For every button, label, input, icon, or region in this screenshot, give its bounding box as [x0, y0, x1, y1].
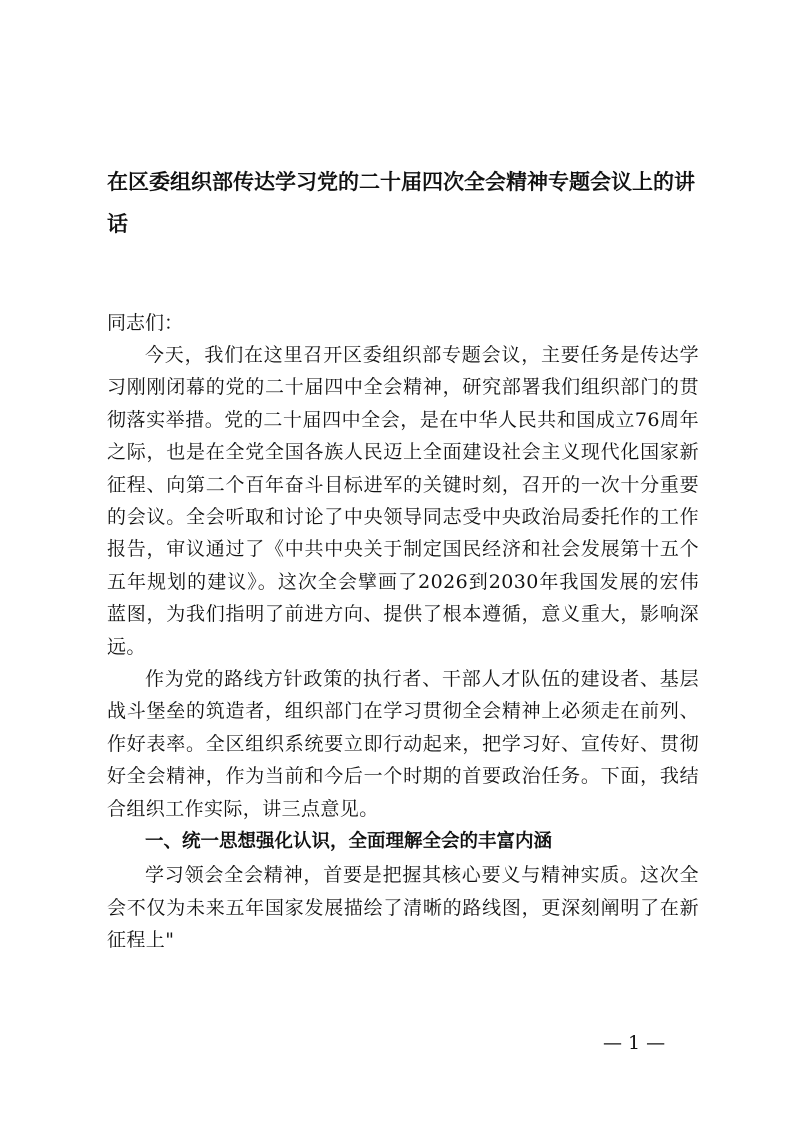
document-title: 在区委组织部传达学习党的二十届四次全会精神专题会议上的讲话 — [107, 170, 695, 236]
section-heading-1: 一、统一思想强化认识，全面理解全会的丰富内涵 — [145, 831, 553, 853]
document-body — [107, 339, 699, 956]
salutation: 同志们： — [107, 312, 184, 334]
paragraph-1: 今天，我们在这里召开区委组织部专题会议，主要任务是传达学习刚刚闭幕的党的二十届四中全会精神，研究部署我们组织部门的贯彻落实举措。党的二十届四中全会，是在中华人民共和国成立76周年之际，也是在全党全国各族人民迈上全面建设社会主义现代化国家新征程、向第二个百年奋斗目标进军的关键时刻，召开的一次十分重要的会议。全会听取和讨论了中央领导同志受中央政治局委托作的工作报告，审议通过了《中共中央关于制定国民经济和社会发展第十五个五年规划的建议》。这次全会擘画了2026到2030年我国发展的宏伟蓝图，为我们指明了前进方向、提供了根本遵循，意义重大，影响深远。 — [107, 344, 699, 658]
paragraph-3: 学习领会全会精神，首要是把握其核心要义与精神实质。这次全会不仅为未来五年国家发展描绘了清晰的路线图，更深刻阐明了在新征程上" — [107, 864, 699, 951]
page-number: — 1 — — [603, 1032, 666, 1054]
paragraph-2: 作为党的路线方针政策的执行者、干部人才队伍的建设者、基层战斗堡垒的筑造者，组织部门在学习贯彻全会精神上必须走在前列、作好表率。全区组织系统要立即行动起来，把学习好、宣传好、贯彻好全会精神，作为当前和今后一个时期的首要政治任务。下面，我结合组织工作实际，讲三点意见。 — [107, 668, 699, 820]
